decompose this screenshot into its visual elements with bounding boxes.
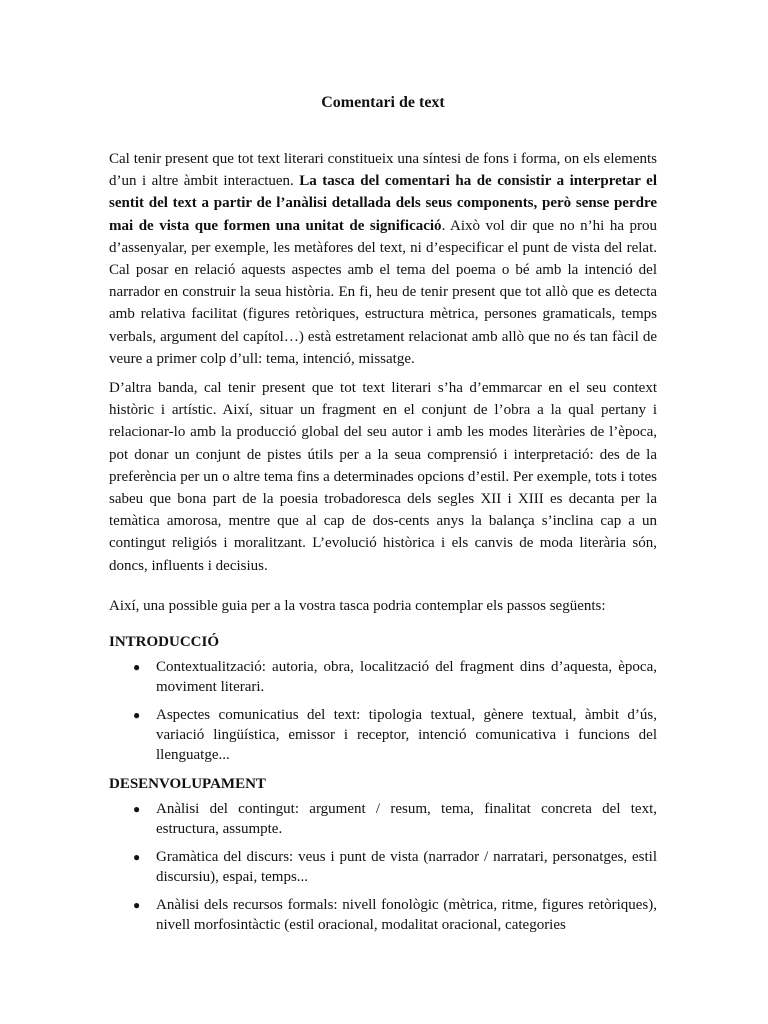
list-item — [109, 895, 657, 935]
paragraph-intro-bold: La tasca del comentari ha de consistir a interpretar el sentit del text a partir de l’anàlisi detallada dels seus components, però sense perdre mai de vista que formen una unitat de significació — [109, 173, 657, 234]
list-item — [109, 705, 657, 765]
paragraph-context: D’altra banda, cal tenir present que tot text literari s’ha d’emmarcar en el seu context històric i artístic. Així, situar un fragment en el conjunt de l’obra a la qual pertany i relacionar-lo amb la producció global del seu autor i amb les modes literàries de l’època, pot donar un conjunt de pistes útils per a la seua comprensió i interpretació: des de la preferència per un o altre tema fins a determinades opcions d’estil. Per exemple, tots i totes sabeu que bona part de la poesia trobadoresca dels segles XII i XIII es decanta per la temàtica amorosa, mentre que al cap de dos-cents anys la balança s’inclina cap a un contingut religiós i moralitzant. L’evolució històrica i els canvis de moda literària són, doncs, influents i decisius. — [109, 380, 657, 574]
bullet-icon: ● — [133, 660, 141, 675]
list-item-text: Contextualització: autoria, obra, localització del fragment dins d’aquesta, època, moviment literari. — [156, 659, 657, 696]
list-item — [109, 657, 657, 697]
document-page — [109, 0, 657, 943]
list-item-text: Anàlisi del contingut: argument / resum, tema, finalitat concreta del text, estructura, assumpte. — [156, 801, 657, 838]
bullet-icon: ● — [133, 898, 141, 913]
list-item — [109, 847, 657, 887]
paragraph-guide: Així, una possible guia per a la vostra tasca podria contemplar els passos següents: — [109, 597, 606, 614]
bullet-icon: ● — [133, 802, 141, 817]
section-heading-desenvolupament: DESENVOLUPAMENT — [109, 776, 266, 793]
list-item — [109, 799, 657, 839]
paragraph-intro-text-1: Cal tenir present que tot text literari constitueix una síntesi de fons i forma, on els elements d’un i altre àmbit interactuen. — [109, 151, 657, 190]
introduccio-list — [109, 657, 657, 765]
section-heading-introduccio: INTRODUCCIÓ — [109, 634, 220, 651]
bullet-icon: ● — [133, 708, 141, 723]
paragraph-intro-text-2: . Això vol dir que no n’hi ha prou d’assenyalar, per exemple, les metàfores del text, ni d’especificar el punt de vista del relat. Cal posar en relació aquests aspectes amb el tema del poema o bé amb la intenció del narrador en construir la seua història. En fi, heu de tenir present que tot allò que es detecta amb relativa facilitat (figures retòriques, estructura mètrica, persones gramaticals, temps verbals, argument del capítol…) està estretament relacionat amb allò que no és tan fàcil de veure a primer colp d’ull: tema, intenció, missatge. — [109, 217, 657, 367]
list-item-text: Aspectes comunicatius del text: tipologia textual, gènere textual, àmbit d’ús, variació lingüística, emissor i receptor, intenció comunicativa i funcions del llenguatge... — [156, 707, 657, 764]
document-title: Comentari de text — [321, 94, 445, 111]
bullet-icon: ● — [133, 850, 141, 865]
list-item-text: Anàlisi dels recursos formals: nivell fonològic (mètrica, ritme, figures retòriques), nivell morfosintàctic (estil oracional, modalitat oracional, categories — [156, 897, 657, 934]
paragraph-intro — [109, 148, 657, 370]
list-item-text: Gramàtica del discurs: veus i punt de vista (narrador / narratari, personatges, estil discursiu), espai, temps... — [156, 849, 657, 886]
desenvolupament-list — [109, 799, 657, 935]
